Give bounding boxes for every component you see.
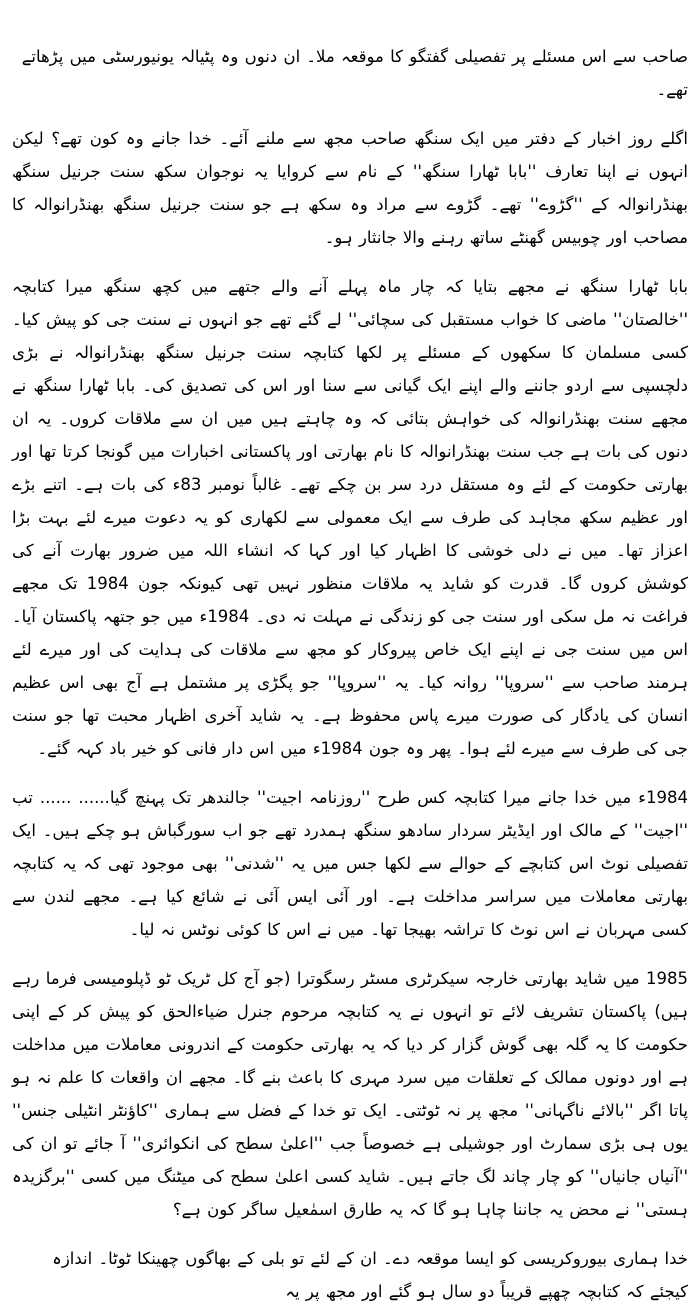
paragraph-cutoff: خدا ہماری بیوروکریسی کو ایسا موقعہ دے۔ ان کے لئے تو بلی کے بھاگوں چھینکا ٹوٹا۔ اندازہ کیجئے کہ کتابچہ چھپے قریباً دو سال ہو گئے اور مجھ پر یہ [52,1249,688,1301]
paragraph-continuation: صاحب سے اس مسئلے پر تفصیلی گفتگو کا موقعہ ملا۔ ان دنوں وہ پٹیالہ یونیورسٹی میں پڑھاتے تھے۔ [21,47,688,99]
paragraph: 1985 میں شاید بھارتی خارجہ سیکرٹری مسٹر رسگوترا (جو آج کل ٹریک ٹو ڈپلومیسی فرما رہے ہیں) پاکستان تشریف لائے تو انہوں نے یہ کتابچہ مرحوم جنرل ضیاءالحق کو پیش کر کے اپنی حکومت کا یہ گلہ بھی گوش گزار کر دیا کہ یہ بھارتی حکومت کے اندرونی معاملات میں مداخلت ہے اور دونوں ممالک کے تعلقات میں سرد مہری کا باعث بنے گا۔ مجھے ان واقعات کا علم نہ ہو پاتا اگر ''بالائے ناگہانی'' مجھ پر نہ ٹوٹتی۔ ایک تو خدا کے فضل سے ہماری ''کاؤنٹر انٹیلی جنس'' یوں ہی بڑی سمارٹ اور جوشیلی ہے خصوصاً جب ''اعلیٰ سطح کی انکوائری'' آ جائے تو ان کی ''آنیاں جانیاں'' کو چار چاند لگ جاتے ہیں۔ شاید کسی اعلیٰ سطح کی میٹنگ میں کسی ''برگزیدہ ہستی'' نے محض یہ جاننا چاہا ہو گا کہ یہ طارق اسمٰعیل ساگر کون ہے؟ [12,969,688,1219]
paragraph: اگلے روز اخبار کے دفتر میں ایک سنگھ صاحب مجھ سے ملنے آئے۔ خدا جانے وہ کون تھے؟ لیکن انہوں نے اپنا تعارف ''بابا ٹھارا سنگھ'' کے نام سے کروایا یہ نوجوان سکھ سنت جرنیل سنگھ بھنڈرانوالہ کے ''گڑوے'' تھے۔ گڑوے سے مراد وہ سکھ ہے جو سنت جرنیل سنگھ بھنڈرانوالہ کا مصاحب اور چوبیس گھنٹے ساتھ رہنے والا جانثار ہو۔ [12,129,688,247]
paragraph: بابا ٹھارا سنگھ نے مجھے بتایا کہ چار ماہ پہلے آنے والے جتھے میں کچھ سنگھ میرا کتابچہ ''خالصتان'' ماضی کا خواب مستقبل کی سچائی'' لے گئے تھے جو انہوں نے سنت جی کو پیش کیا۔ کسی مسلمان کا سکھوں کے مسئلے پر لکھا کتابچہ سنت جرنیل سنگھ بھنڈرانوالہ نے بڑی دلچسپی سے اردو جاننے والے اپنے ایک گیانی سے سنا اور اس کی تصدیق کی۔ بابا ٹھارا سنگھ نے مجھے سنت بھنڈرانوالہ کی خواہش بتائی کہ وہ چاہتے ہیں میں ان سے ملاقات کروں۔ یہ ان دنوں کی بات ہے جب سنت بھنڈرانوالہ کا نام بھارتی اور پاکستانی اخبارات میں گونجا کرتا تھا اور بھارتی حکومت کے لئے وہ مستقل درد سر بن چکے تھے۔ غالباً نومبر 83ء کی بات ہے۔ اتنے بڑے اور عظیم سکھ مجاہد کی طرف سے ایک معمولی سے لکھاری کو یہ دعوت میرے لئے بہت بڑا اعزاز تھا۔ میں نے دلی خوشی کا اظہار کیا اور کہا کہ انشاء اللہ میں ضرور بھارت آنے کی کوشش کروں گا۔ قدرت کو شاید یہ ملاقات منظور نہیں تھی کیونکہ جون 1984 تک مجھے فراغت نہ مل سکی اور سنت جی کو زندگی نے مہلت نہ دی۔ 1984ء میں جو جتھہ پاکستان آیا۔ اس میں سنت جی نے اپنے ایک خاص پیروکار کو مجھ سے ملاقات کی ہدایت کی اور میرے لئے ہرمند صاحب سے ''سروپا'' روانہ کیا۔ یہ ''سروپا'' جو پگڑی پر مشتمل ہے آج بھی اس عظیم انسان کی یادگار کی صورت میرے پاس محفوظ ہے۔ یہ شاید آخری اظہار محبت تھا جو سنت جی کی طرف سے میرے لئے ہوا۔ پھر وہ جون 1984ء میں اس دار فانی کو خیر باد کہہ گئے۔ [12,277,689,758]
paragraph: 1984ء میں خدا جانے میرا کتابچہ کس طرح ''روزنامہ اجیت'' جالندھر تک پہنچ گیا...... ...... تب ''اجیت'' کے مالک اور ایڈیٹر سردار سادھو سنگھ ہمدرد تھے جو اب سورگباش ہو چکے ہیں۔ ایک تفصیلی نوٹ اس کتابچے کے حوالے سے لکھا جس میں یہ ''شدنی'' بھی موجود تھی کہ یہ کتابچہ بھارتی معاملات میں سراسر مداخلت ہے۔ اور آئی ایس آئی نے شائع کیا ہے۔ مجھے لندن سے کسی مہربان نے اس نوٹ کا تراشہ بھیجا تھا۔ میں نے اس کا کوئی نوٹس نہ لیا۔ [12,788,688,939]
